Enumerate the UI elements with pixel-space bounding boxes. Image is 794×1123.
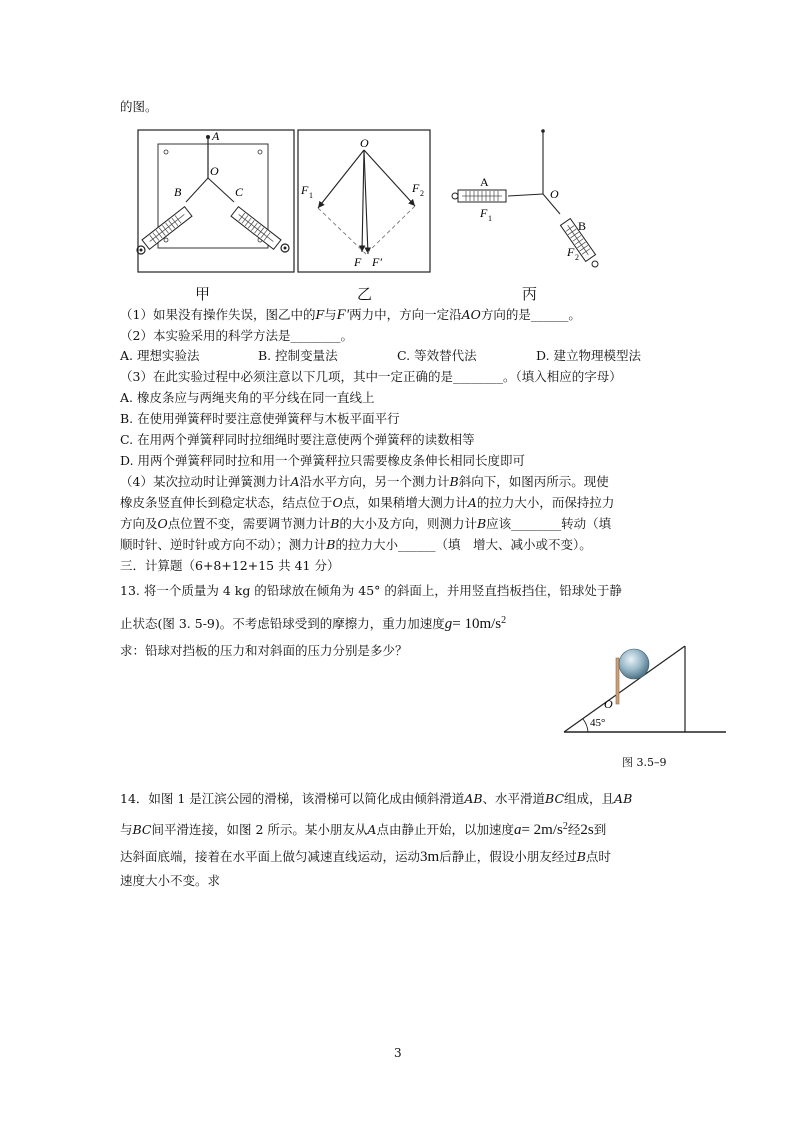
figure-yi: [296, 128, 434, 274]
label-F1: F: [480, 206, 488, 220]
q3-option-a: A. 橡皮条应与两绳夹角的平分线在同一直线上: [120, 390, 375, 405]
label-F: F: [354, 255, 362, 269]
section-3-heading: 三．计算题（6+8+12+15 共 41 分）: [120, 558, 340, 573]
question-1: （1）如果没有操作失误，图乙中的F与F′两力中，方向一定沿AO方向的是______。: [120, 307, 581, 323]
q2-option-d: D. 建立物理模型法: [536, 348, 642, 363]
caption-bing: 丙: [522, 285, 538, 303]
label-B: B: [174, 185, 182, 199]
label-A: A: [212, 129, 220, 143]
label-F2-sub: 2: [575, 253, 579, 262]
label-F2: F: [567, 245, 575, 259]
label-angle: 45°: [590, 717, 606, 729]
label-F2-sub: 2: [420, 189, 424, 198]
label-F-prime: F′: [372, 255, 382, 269]
question-2: （2）本实验采用的科学方法是________。: [120, 328, 353, 343]
question-13-line-3: 求：铅球对挡板的压力和对斜面的压力分别是多少？: [120, 643, 408, 658]
label-O: O: [604, 697, 613, 711]
question-14-line-2: 与BC间平滑连接，如图 2 所示。某小朋友从A点由静止开始，以加速度$a= 2m/s^2$经2s到: [120, 821, 607, 839]
intro-text: 的图。: [120, 99, 158, 114]
question-3: （3）在此实验过程中必须注意以下几项，其中一定正确的是________。（填入相应的字母）: [120, 369, 622, 384]
caption-yi: 乙: [357, 285, 373, 303]
q3-option-b: B. 在使用弹簧秤时要注意使弹簧秤与木板平面平行: [120, 411, 400, 426]
q2-option-b: B. 控制变量法: [258, 348, 338, 363]
question-4-line-3: 方向及O点位置不变，需要调节测力计B的大小及方向，则测力计B应该________转动（填: [120, 516, 612, 531]
q2-option-c: C. 等效替代法: [397, 348, 477, 363]
q3-option-c: C. 在用两个弹簧秤同时拉细绳时要注意使两个弹簧秤的读数相等: [120, 432, 475, 447]
question-13-line-2: 止状态(图 3. 5-9)。不考虑铅球受到的摩擦力，重力加速度$g= 10m/s^2$: [120, 615, 507, 633]
question-4-line-2: 橡皮条竖直伸长到稳定状态，结点位于O点，如果稍增大测力计A的拉力大小，而保持拉力: [120, 495, 615, 510]
question-4-line-4: 顺时针、逆时针或方向不动）；测力计B的拉力大小______（填 增大、减小或不变）。: [120, 537, 592, 552]
figure-bing: [450, 128, 620, 274]
question-14-line-1: 14．如图 1 是江滨公园的滑梯，该滑梯可以简化成由倾斜滑道AB、水平滑道BC组成，且AB: [120, 791, 633, 806]
page-number: 3: [394, 1046, 402, 1060]
label-F1: F: [301, 183, 309, 197]
question-14-line-4: 速度大小不变。求: [120, 873, 221, 888]
label-A: A: [480, 175, 489, 189]
label-C: C: [235, 185, 244, 199]
label-F1-sub: 1: [488, 214, 492, 223]
label-F1-sub: 1: [309, 191, 313, 200]
question-4-line-1: （4）某次拉动时让弹簧测力计A沿水平方向，另一个测力计B斜向下，如图丙所示。现使: [120, 474, 609, 489]
label-O: O: [550, 187, 559, 201]
label-F2: F: [412, 181, 420, 195]
figure-caption: 图 3.5–9: [622, 756, 667, 769]
question-13-line-1: 13. 将一个质量为 4 kg 的铅球放在倾角为 45° 的斜面上，并用竖直挡板挡住，铅球处于静: [120, 583, 622, 598]
q3-option-d: D. 用两个弹簧秤同时拉和用一个弹簧秤拉只需要橡皮条伸长相同长度即可: [120, 453, 526, 468]
question-14-line-3: 达斜面底端，接着在水平面上做匀减速直线运动，运动3m后静止，假设小朋友经过B点时: [120, 849, 611, 865]
figure-jia: [134, 128, 298, 274]
label-O: O: [210, 164, 219, 178]
label-B: B: [578, 219, 587, 233]
caption-jia: 甲: [195, 285, 211, 303]
figure-incline: [560, 640, 730, 736]
label-O: O: [360, 136, 369, 150]
q2-option-a: A. 理想实验法: [120, 348, 200, 363]
